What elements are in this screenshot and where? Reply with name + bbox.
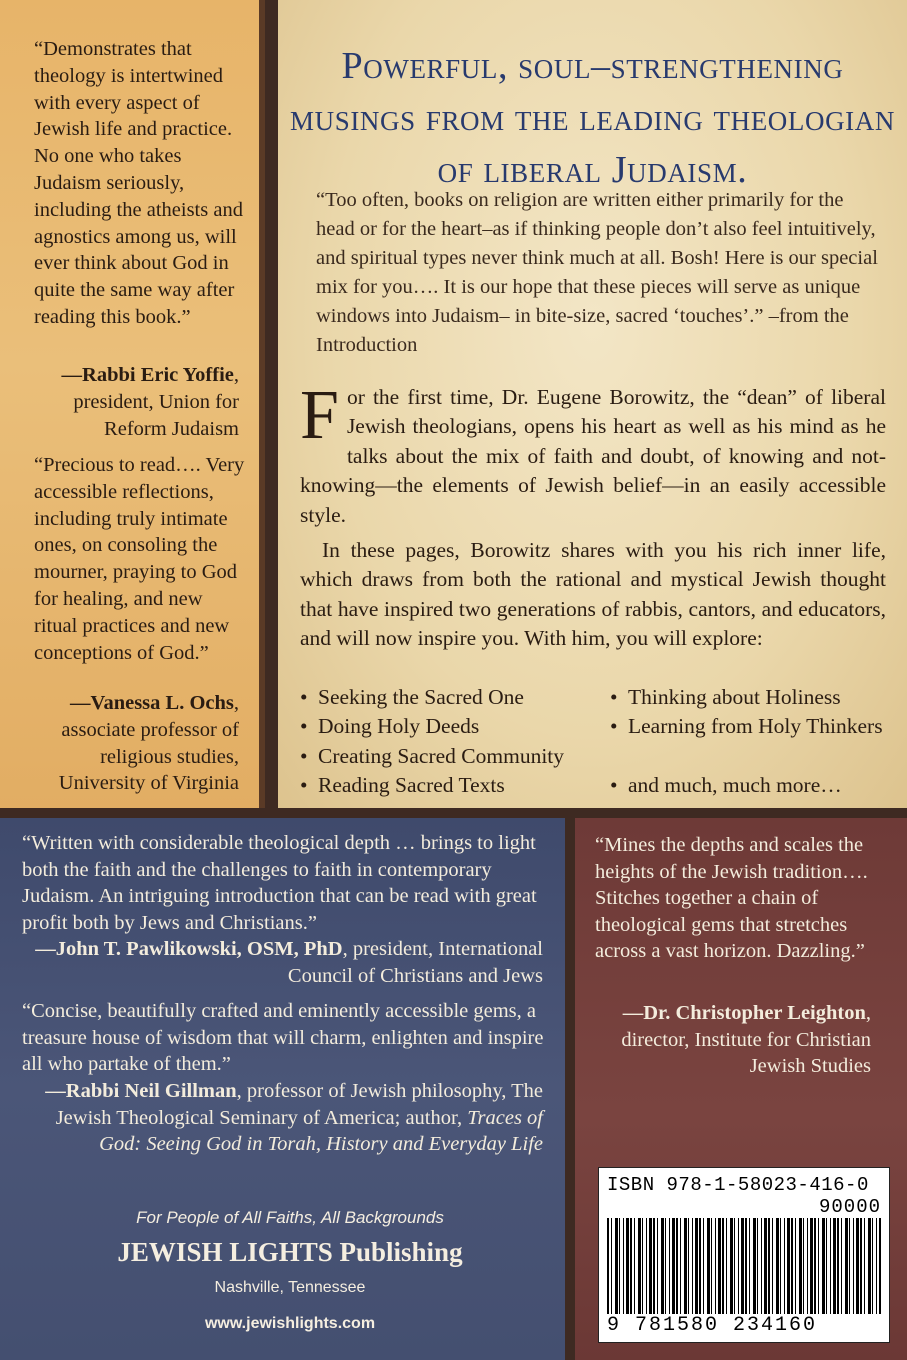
gillman-book-title: Traces of God: Seeing God in Torah, History and Everyday Life: [99, 1106, 543, 1156]
list-item: [610, 683, 890, 712]
list-item-text: Doing Holy Deeds: [318, 714, 480, 739]
publisher-name: JEWISH LIGHTS Publishing: [117, 1237, 463, 1267]
list-item: [300, 771, 610, 800]
bullet-icon: •: [610, 714, 618, 739]
body-text: [300, 377, 886, 654]
introduction-quote: “Too often, books on religion are written either primarily for the head or for the heart–as if thinking people don’t also feel intuitively, and spiritual types never think much at all. Bosh! Here is our special mix for you…. It is our hope that these pieces will serve as unique windows into Judaism– in bite-size, sacred ‘touches’.” –from the Introduction: [316, 189, 878, 356]
gillman-quote: “Concise, beautifully crafted and eminently accessible gems, a treasure house of wisdom that will charm, enlighten and inspire all who partake of them.”: [22, 1000, 544, 1076]
bullet-icon: •: [300, 714, 308, 739]
yoffie-attribution: [9, 362, 239, 442]
leighton-attribution: [581, 1000, 871, 1080]
bullet-icon: •: [610, 685, 618, 709]
headline: Powerful, soul–strengthening musings from the leading theologian of liberal Judaism.: [290, 45, 895, 191]
topic-list: [300, 683, 890, 801]
list-item-text: and much, much more…: [628, 773, 842, 798]
pawlikowski-name: —John T. Pawlikowski, OSM, PhD: [35, 938, 343, 960]
gillman-title: , professor of Jewish philosophy, The Jewish Theological Seminary of America; author,: [55, 1080, 543, 1129]
list-item-text: Creating Sacred Community: [318, 743, 565, 768]
ochs-name: —Vanessa L. Ochs: [70, 692, 234, 714]
publisher-url: www.jewishlights.com: [204, 1315, 376, 1332]
leighton-title: , director, Institute for Christian Jewish Studies: [621, 1002, 871, 1078]
bullet-icon: •: [300, 743, 308, 768]
ochs-title: , associate professor of religious studies, University of Virginia: [58, 692, 239, 795]
gillman-attribution: [23, 1078, 543, 1158]
publisher-tagline: For People of All Faiths, All Backgrounds: [136, 1208, 444, 1227]
pawlikowski-attribution: [23, 936, 543, 989]
yoffie-name: —Rabbi Eric Yoffie: [61, 364, 234, 386]
yoffie-title: , president, Union for Reform Judaism: [73, 364, 239, 440]
list-item-text: Reading Sacred Texts: [318, 773, 505, 798]
drop-cap: F: [300, 377, 339, 454]
list-item: [610, 771, 890, 800]
isbn-label: ISBN 978-1-58023-416-0: [607, 1174, 869, 1196]
price-code: 90000: [818, 1196, 881, 1218]
list-item: [300, 742, 610, 771]
bullet-icon: •: [300, 773, 308, 798]
isbn-barcode: [598, 1167, 890, 1343]
list-item: [300, 712, 610, 741]
list-item: [300, 683, 610, 712]
first-paragraph-text: or the first time, Dr. Eugene Borowitz, the “dean” of liberal Jewish theologians, opens his heart as well as his mind as he talks about the mix of faith and doubt, of knowing and not-knowing—the elements of Jewish belief—in an easily accessible style.: [300, 385, 886, 527]
list-item-text: Thinking about Holiness: [628, 685, 841, 709]
leighton-name: —Dr. Christopher Leighton: [622, 1002, 866, 1024]
yoffie-quote: “Demonstrates that theology is intertwined with every aspect of Jewish life and practice. No one who takes Judaism seriously, including the atheists and agnostics among us, will ever think about God in quite the same way after reading this book.”: [34, 38, 243, 328]
left-quote-panel: [0, 0, 265, 808]
list-item: [610, 712, 890, 741]
first-paragraph: [300, 377, 886, 530]
main-description-panel: [278, 0, 907, 808]
list-item-text: Seeking the Sacred One: [318, 685, 524, 709]
leighton-quote: “Mines the depths and scales the heights of the Jewish tradition…. Stitches together a chain of theological gems that stretches across a vast horizon. Dazzling.”: [595, 834, 868, 963]
second-paragraph: In these pages, Borowitz shares with you his rich inner life, which draws from both the rational and mystical Jewish thought that have inspired two generations of rabbis, cantors, and educators, and will now inspire you. With him, you will explore:: [300, 538, 886, 651]
ochs-attribution: [9, 690, 239, 797]
bullet-icon: •: [610, 773, 618, 798]
list-item-text: Learning from Holy Thinkers: [628, 714, 883, 739]
barcode-bars-icon: [607, 1218, 881, 1314]
publisher-city: Nashville, Tennessee: [214, 1279, 366, 1296]
gillman-name: —Rabbi Neil Gillman: [45, 1080, 237, 1102]
barcode-digits: 9 781580 234160: [607, 1314, 881, 1337]
bullet-icon: •: [300, 685, 308, 709]
ochs-quote: “Precious to read…. Very accessible reflections, including truly intimate ones, on consoling the mourner, praying to God for healing, and new ritual practices and new conceptions of God.”: [34, 454, 245, 664]
publisher-block: [0, 1206, 580, 1336]
list-item-empty: [610, 742, 890, 771]
pawlikowski-title: , president, International Council of Christians and Jews: [287, 938, 543, 987]
pawlikowski-quote: “Written with considerable theological depth … brings to light both the faith and the challenges to faith in contemporary Judaism. An intriguing introduction that can be read with great profit both by Jews and Christians.”: [22, 832, 537, 934]
